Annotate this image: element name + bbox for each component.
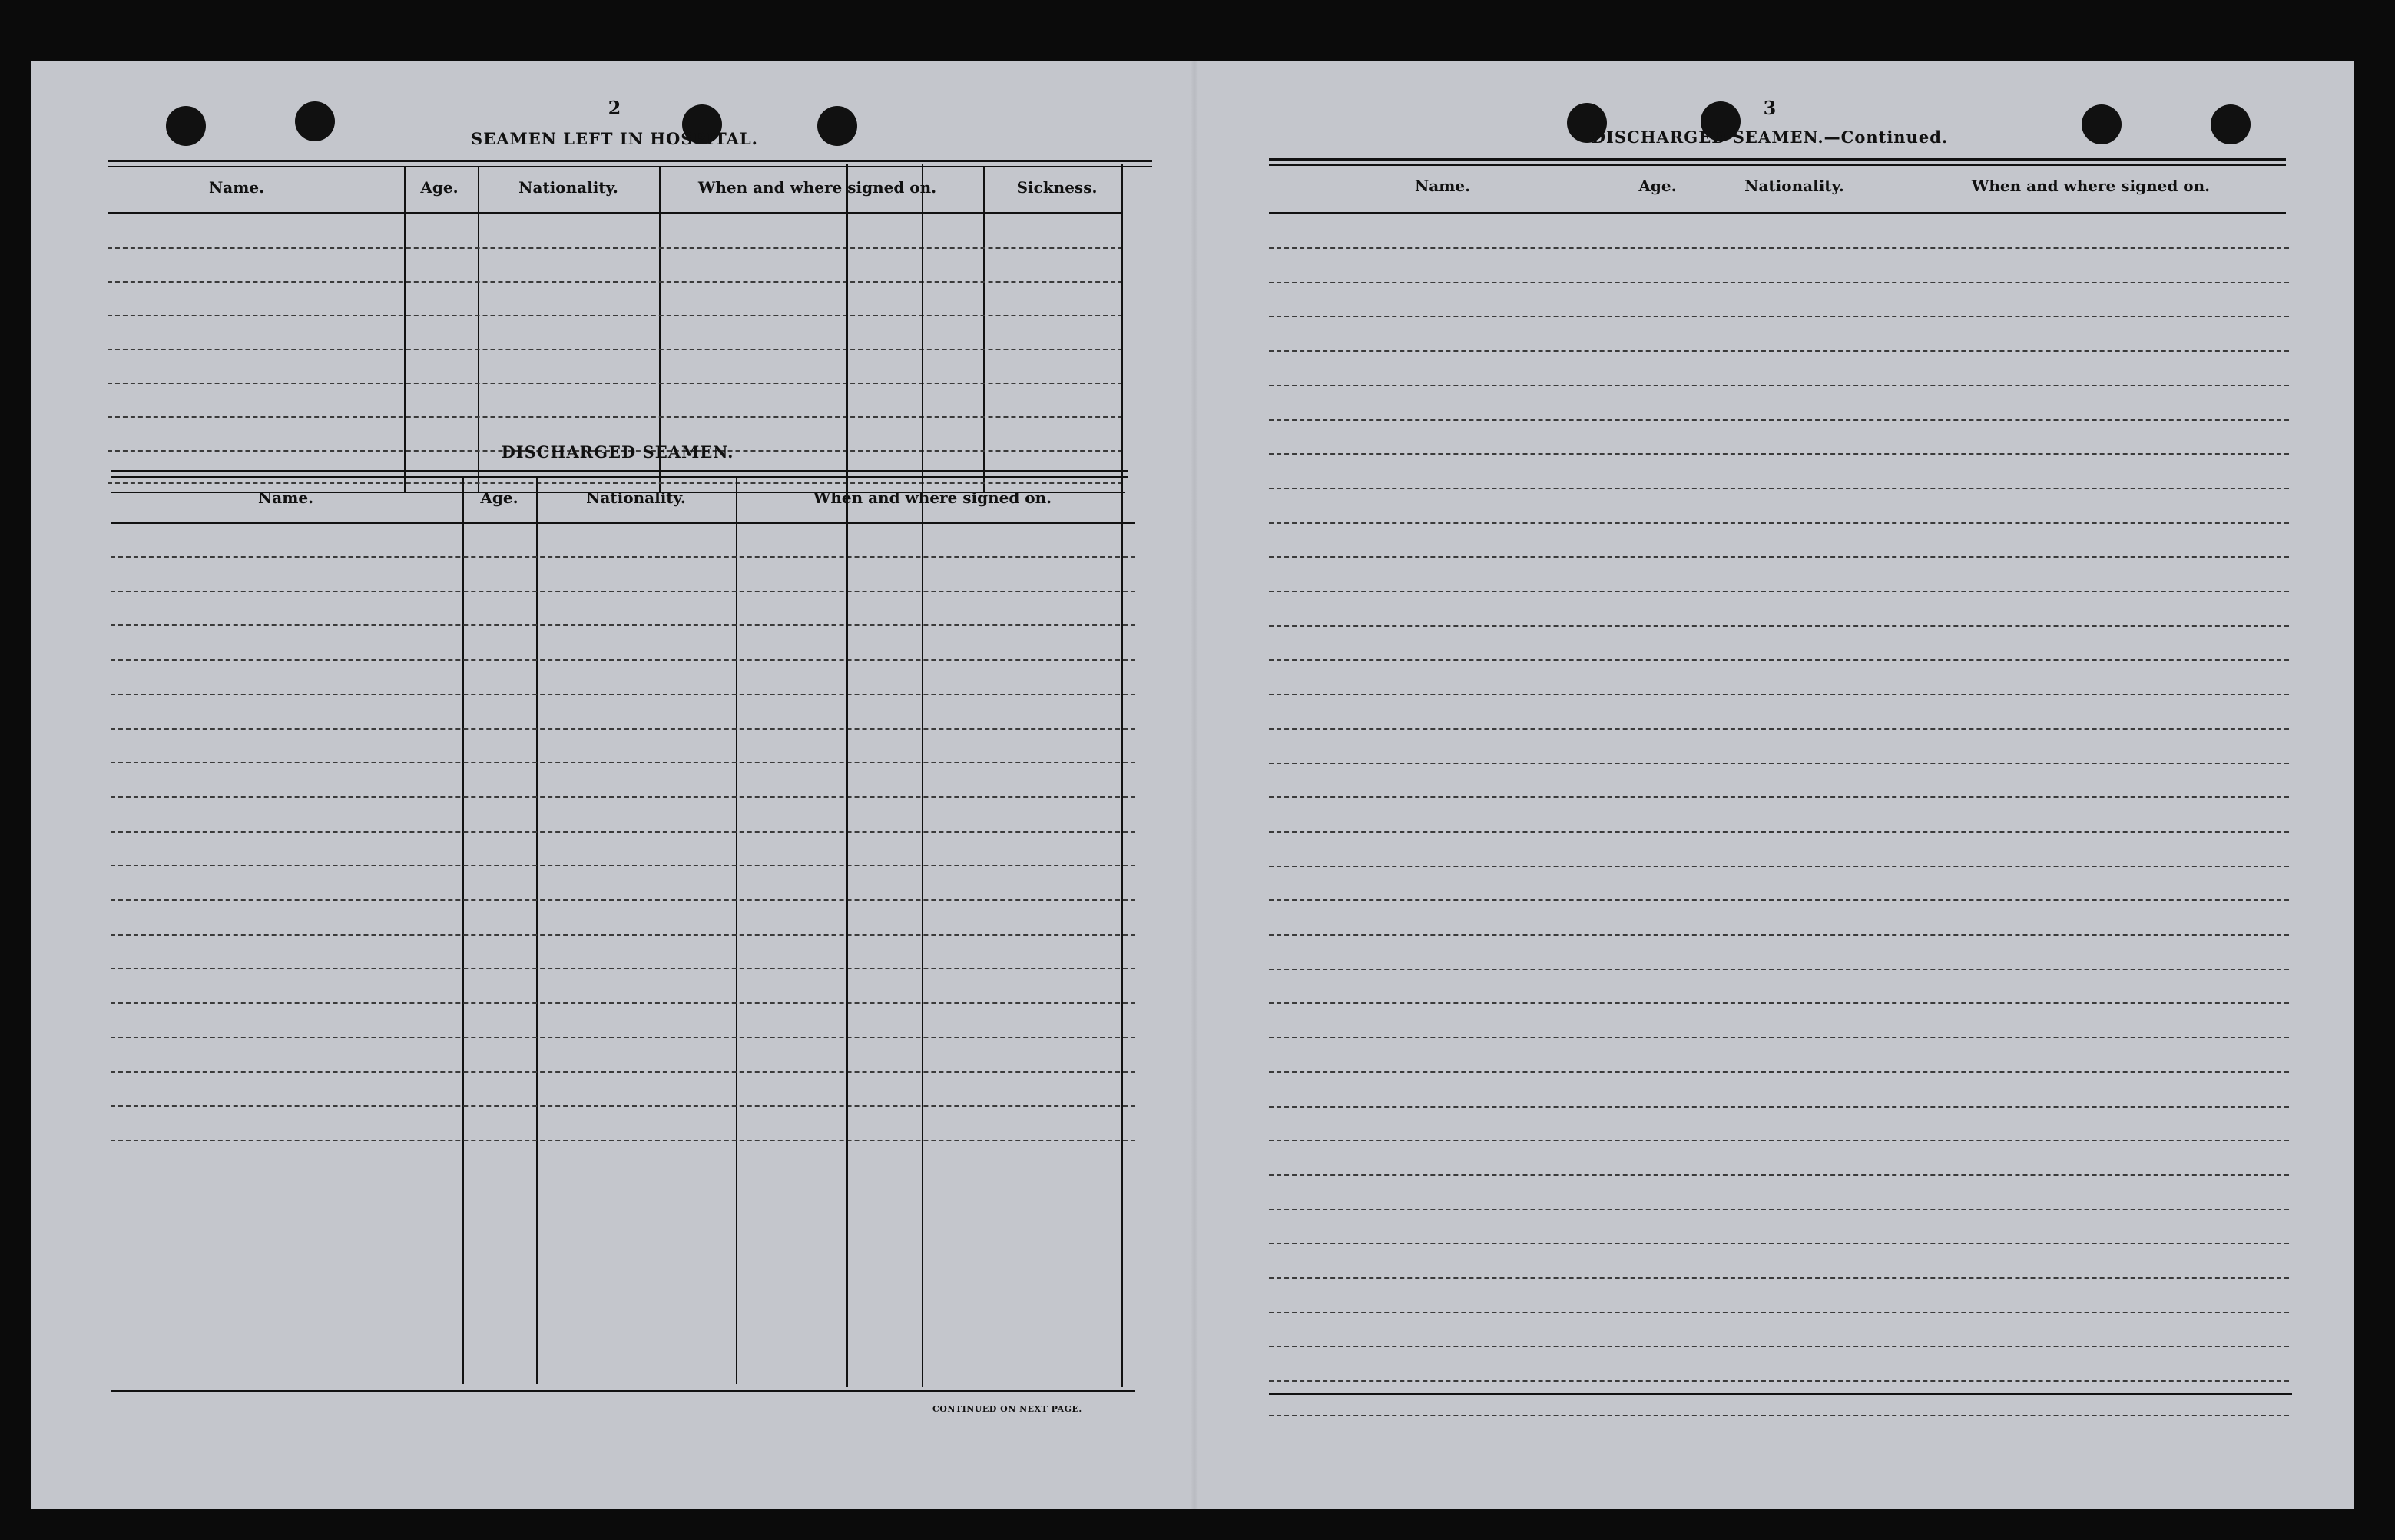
column-header-signed-on: When and where signed on. bbox=[697, 178, 937, 197]
entry-line bbox=[1269, 247, 2289, 249]
entry-line bbox=[1269, 453, 2289, 455]
punch-hole bbox=[295, 101, 335, 141]
table-bottom-rule bbox=[111, 1390, 1135, 1392]
entry-line bbox=[1269, 1002, 2289, 1004]
column-divider bbox=[736, 476, 737, 1384]
column-header-name: Name. bbox=[257, 488, 314, 507]
header-rule bbox=[111, 522, 1135, 524]
entry-line bbox=[1269, 934, 2289, 936]
entry-line bbox=[111, 865, 1135, 866]
column-divider bbox=[478, 166, 479, 492]
entry-line bbox=[111, 624, 1135, 626]
entry-line bbox=[111, 591, 1135, 592]
entry-line bbox=[108, 383, 1123, 384]
punch-hole bbox=[2082, 104, 2122, 144]
entry-line bbox=[1269, 1415, 2289, 1416]
page-number: 3 bbox=[1763, 97, 1777, 119]
entry-line bbox=[1269, 522, 2289, 524]
entry-line bbox=[1269, 1380, 2289, 1382]
column-header-nationality: Nationality. bbox=[1744, 177, 1844, 195]
entry-line bbox=[1269, 1277, 2289, 1279]
entry-line bbox=[1269, 350, 2289, 352]
entry-line bbox=[1269, 282, 2289, 283]
entry-line bbox=[111, 1071, 1135, 1073]
entry-line bbox=[111, 899, 1135, 901]
entry-line bbox=[1269, 1037, 2289, 1038]
entry-line bbox=[111, 694, 1135, 695]
left-page bbox=[31, 61, 1198, 1509]
entry-line bbox=[111, 728, 1135, 730]
entry-line bbox=[111, 1037, 1135, 1038]
entry-line bbox=[111, 659, 1135, 661]
column-divider bbox=[846, 164, 848, 1387]
column-header-name: Name. bbox=[1414, 177, 1471, 195]
entry-line bbox=[1269, 419, 2289, 421]
discharged-section-title: DISCHARGED SEAMEN. bbox=[501, 442, 734, 462]
top-rule bbox=[108, 160, 1152, 162]
entry-line bbox=[108, 247, 1123, 249]
entry-line bbox=[1269, 1140, 2289, 1141]
column-divider bbox=[1121, 164, 1123, 1387]
entry-line bbox=[1269, 556, 2289, 558]
entry-line bbox=[1269, 625, 2289, 627]
entry-line bbox=[1269, 659, 2289, 661]
entry-line bbox=[108, 315, 1123, 316]
entry-line bbox=[111, 1140, 1135, 1141]
entry-line bbox=[111, 934, 1135, 936]
hospital-section-title: SEAMEN LEFT IN HOSPITAL. bbox=[471, 129, 758, 148]
header-rule bbox=[108, 212, 1121, 214]
column-divider bbox=[536, 476, 538, 1384]
entry-line bbox=[1269, 1209, 2289, 1210]
column-header-nationality: Nationality. bbox=[586, 488, 686, 507]
entry-line bbox=[1269, 1071, 2289, 1073]
punch-hole bbox=[166, 106, 206, 146]
entry-line bbox=[1269, 1243, 2289, 1244]
entry-line bbox=[1269, 591, 2289, 592]
page-number: 2 bbox=[608, 97, 621, 119]
top-rule bbox=[1269, 158, 2286, 161]
entry-line bbox=[108, 349, 1123, 350]
entry-line bbox=[108, 482, 1123, 484]
entry-line bbox=[1269, 728, 2289, 730]
entry-line bbox=[111, 1002, 1135, 1004]
entry-line bbox=[1269, 763, 2289, 764]
column-divider bbox=[462, 476, 464, 1384]
entry-line bbox=[1269, 866, 2289, 867]
entry-line bbox=[1269, 694, 2289, 695]
table-bottom-rule bbox=[1269, 1393, 2292, 1395]
entry-line bbox=[1269, 316, 2289, 317]
column-divider bbox=[404, 166, 406, 492]
top-rule-thin bbox=[108, 166, 1152, 167]
entry-line bbox=[108, 281, 1123, 283]
entry-line bbox=[1269, 1346, 2289, 1347]
entry-line bbox=[111, 968, 1135, 969]
continued-footer: CONTINUED ON NEXT PAGE. bbox=[932, 1404, 1082, 1414]
discharged-continued-title: DISCHARGED SEAMEN.—Continued. bbox=[1591, 128, 1949, 147]
header-rule bbox=[1269, 212, 2286, 214]
entry-line bbox=[1269, 488, 2289, 489]
column-header-sickness: Sickness. bbox=[1016, 178, 1098, 197]
entry-line bbox=[111, 1105, 1135, 1107]
column-divider bbox=[922, 164, 923, 1387]
entry-line bbox=[111, 762, 1135, 763]
column-header-age: Age. bbox=[420, 178, 459, 197]
entry-line bbox=[1269, 385, 2289, 386]
column-divider bbox=[983, 166, 985, 492]
entry-line bbox=[1269, 1174, 2289, 1176]
column-header-signed-on: When and where signed on. bbox=[813, 488, 1052, 507]
entry-line bbox=[1269, 899, 2289, 901]
column-header-age: Age. bbox=[480, 488, 518, 507]
entry-line bbox=[111, 556, 1135, 558]
entry-line bbox=[1269, 1106, 2289, 1108]
entry-line bbox=[1269, 969, 2289, 970]
punch-hole bbox=[817, 106, 857, 146]
entry-line bbox=[108, 416, 1123, 418]
column-header-nationality: Nationality. bbox=[518, 178, 618, 197]
entry-line bbox=[1269, 831, 2289, 833]
entry-line bbox=[111, 831, 1135, 833]
discharged-top-rule-thin bbox=[111, 476, 1128, 478]
discharged-top-rule bbox=[111, 470, 1128, 472]
entry-line bbox=[111, 796, 1135, 798]
column-header-age: Age. bbox=[1638, 177, 1677, 195]
entry-line bbox=[1269, 1312, 2289, 1313]
right-page bbox=[1198, 61, 2354, 1509]
column-header-signed-on: When and where signed on. bbox=[1971, 177, 2211, 195]
top-rule-thin bbox=[1269, 164, 2286, 166]
punch-hole bbox=[2211, 104, 2251, 144]
document-sheet bbox=[31, 61, 2354, 1509]
page-fold bbox=[1191, 61, 1198, 1509]
column-header-name: Name. bbox=[208, 178, 265, 197]
entry-line bbox=[1269, 796, 2289, 798]
